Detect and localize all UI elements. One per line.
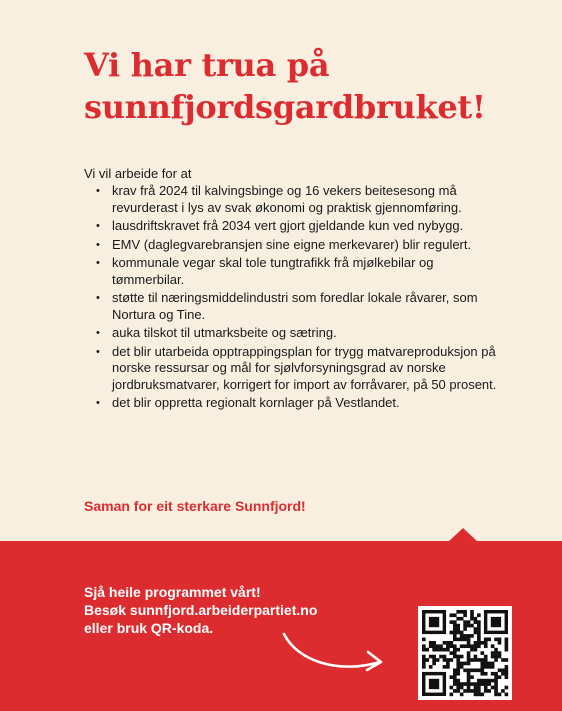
list-item-text: auka tilskot til utmarksbeite og sætring. [112, 325, 337, 340]
bullet-icon: • [96, 238, 100, 251]
cta-line-1: Sjå heile programmet vårt! [84, 584, 261, 600]
curved-arrow-icon [280, 628, 390, 676]
list-item [84, 218, 504, 235]
list-item [84, 395, 504, 412]
list-item [84, 290, 504, 323]
list-item-text: det blir oppretta regionalt kornlager på Vestlandet. [112, 395, 400, 410]
list-item-text: EMV (daglegvarebransjen sine eigne merkevarer) blir regulert. [112, 236, 472, 252]
bullet-icon: • [96, 397, 100, 409]
panel-notch [448, 528, 478, 542]
bullet-icon: • [96, 185, 100, 197]
list-item [84, 325, 504, 342]
list-item [84, 255, 504, 288]
bullet-list [84, 183, 504, 414]
page-title: Vi har trua på sunnfjordsgardbruket! [84, 46, 486, 126]
list-item-text: krav frå 2024 til kalvingsbinge og 16 vekers beitesesong må revurderast i lys av svak økonomi og praktisk gjennomføring. [112, 183, 462, 215]
qr-code-icon[interactable] [418, 606, 512, 700]
bullet-icon: • [96, 257, 100, 269]
list-item-text: det blir utarbeida opptrappingsplan for trygg matvareproduksjon på norske ressursar og mål for sjølvforsyningsgrad av norske jordbruksmatvarer, korrigert for import av forråvarer, på 50 prosent. [112, 343, 497, 392]
bullet-icon: • [96, 345, 100, 358]
list-item [84, 344, 504, 394]
bullet-icon: • [96, 327, 100, 339]
bullet-icon: • [96, 292, 100, 304]
intro-text: Vi vil arbeide for at [84, 166, 192, 181]
list-item-text: lausdriftskravet frå 2034 vert gjort gjeldande kun ved nybygg. [112, 218, 464, 233]
list-item-text: støtte til næringsmiddelindustri som foredlar lokale råvarer, som Nortura og Tine. [112, 290, 478, 322]
cta-line-3: eller bruk QR-koda. [84, 620, 214, 636]
list-item-text: kommunale vegar skal tole tungtrafikk frå mjølkebilar og tømmerbilar. [112, 255, 434, 287]
list-item [84, 183, 504, 216]
bullet-icon: • [96, 220, 100, 232]
slogan: Saman for eit sterkare Sunnfjord! [84, 498, 306, 514]
list-item [84, 237, 504, 254]
cta-line-2: Besøk sunnfjord.arbeiderpartiet.no [84, 602, 318, 618]
